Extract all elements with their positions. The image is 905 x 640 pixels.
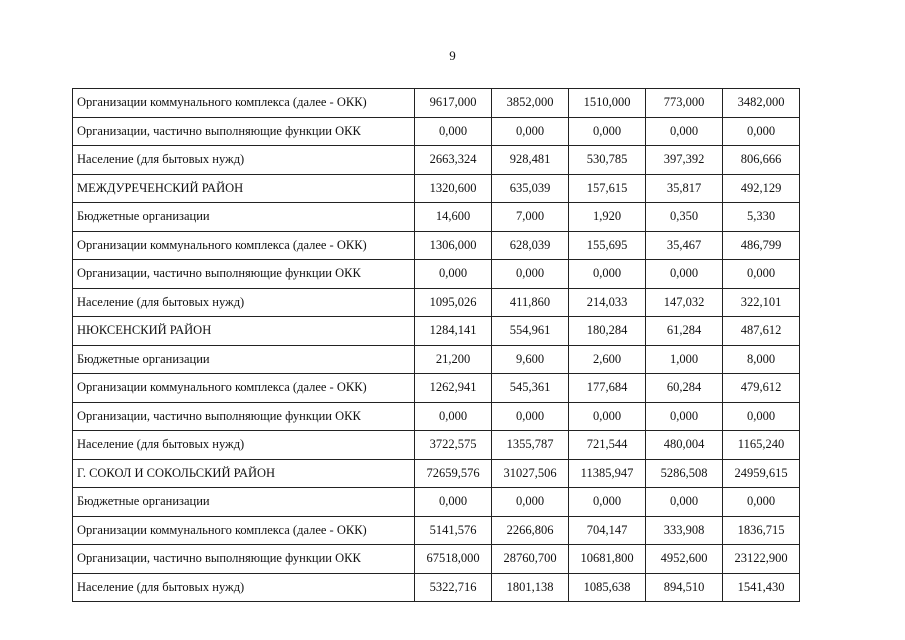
value-cell: 0,000 xyxy=(723,260,800,289)
value-cell: 1,000 xyxy=(646,345,723,374)
value-cell: 5,330 xyxy=(723,203,800,232)
table-row xyxy=(73,402,800,431)
value-cell: 24959,615 xyxy=(723,459,800,488)
value-cell: 3722,575 xyxy=(415,431,492,460)
value-cell: 773,000 xyxy=(646,89,723,118)
value-cell: 1541,430 xyxy=(723,573,800,602)
table-row xyxy=(73,317,800,346)
table-row xyxy=(73,203,800,232)
value-cell: 1306,000 xyxy=(415,231,492,260)
value-cell: 10681,800 xyxy=(569,545,646,574)
value-cell: 2,600 xyxy=(569,345,646,374)
value-cell: 11385,947 xyxy=(569,459,646,488)
table-row xyxy=(73,288,800,317)
table-row xyxy=(73,459,800,488)
value-cell: 1095,026 xyxy=(415,288,492,317)
value-cell: 0,000 xyxy=(646,488,723,517)
row-label: Организации коммунального комплекса (далее - ОКК) xyxy=(73,374,415,403)
value-cell: 14,600 xyxy=(415,203,492,232)
row-label: Организации коммунального комплекса (далее - ОКК) xyxy=(73,516,415,545)
value-cell: 1355,787 xyxy=(492,431,569,460)
value-cell: 1284,141 xyxy=(415,317,492,346)
value-cell: 214,033 xyxy=(569,288,646,317)
value-cell: 9617,000 xyxy=(415,89,492,118)
value-cell: 1510,000 xyxy=(569,89,646,118)
value-cell: 67518,000 xyxy=(415,545,492,574)
row-label: НЮКСЕНСКИЙ РАЙОН xyxy=(73,317,415,346)
table-row xyxy=(73,431,800,460)
value-cell: 721,544 xyxy=(569,431,646,460)
value-cell: 0,000 xyxy=(569,117,646,146)
value-cell: 23122,900 xyxy=(723,545,800,574)
value-cell: 480,004 xyxy=(646,431,723,460)
value-cell: 0,000 xyxy=(723,117,800,146)
table-row xyxy=(73,231,800,260)
value-cell: 0,000 xyxy=(492,488,569,517)
value-cell: 1801,138 xyxy=(492,573,569,602)
value-cell: 806,666 xyxy=(723,146,800,175)
table-row xyxy=(73,260,800,289)
value-cell: 4952,600 xyxy=(646,545,723,574)
value-cell: 628,039 xyxy=(492,231,569,260)
value-cell: 177,684 xyxy=(569,374,646,403)
value-cell: 180,284 xyxy=(569,317,646,346)
value-cell: 894,510 xyxy=(646,573,723,602)
value-cell: 0,000 xyxy=(723,402,800,431)
value-cell: 0,000 xyxy=(492,260,569,289)
value-cell: 704,147 xyxy=(569,516,646,545)
value-cell: 0,350 xyxy=(646,203,723,232)
value-cell: 0,000 xyxy=(646,117,723,146)
value-cell: 31027,506 xyxy=(492,459,569,488)
value-cell: 157,615 xyxy=(569,174,646,203)
value-cell: 60,284 xyxy=(646,374,723,403)
value-cell: 1836,715 xyxy=(723,516,800,545)
value-cell: 333,908 xyxy=(646,516,723,545)
value-cell: 0,000 xyxy=(415,117,492,146)
value-cell: 3852,000 xyxy=(492,89,569,118)
value-cell: 0,000 xyxy=(646,260,723,289)
value-cell: 21,200 xyxy=(415,345,492,374)
value-cell: 554,961 xyxy=(492,317,569,346)
value-cell: 492,129 xyxy=(723,174,800,203)
value-cell: 2663,324 xyxy=(415,146,492,175)
value-cell: 28760,700 xyxy=(492,545,569,574)
table-row xyxy=(73,516,800,545)
value-cell: 5141,576 xyxy=(415,516,492,545)
table-row xyxy=(73,117,800,146)
value-cell: 2266,806 xyxy=(492,516,569,545)
value-cell: 1,920 xyxy=(569,203,646,232)
page-number: 9 xyxy=(449,48,456,63)
value-cell: 1165,240 xyxy=(723,431,800,460)
value-cell: 3482,000 xyxy=(723,89,800,118)
row-label: Бюджетные организации xyxy=(73,203,415,232)
value-cell: 635,039 xyxy=(492,174,569,203)
value-cell: 487,612 xyxy=(723,317,800,346)
value-cell: 0,000 xyxy=(415,488,492,517)
value-cell: 486,799 xyxy=(723,231,800,260)
value-cell: 7,000 xyxy=(492,203,569,232)
table-row xyxy=(73,174,800,203)
row-label: Г. СОКОЛ И СОКОЛЬСКИЙ РАЙОН xyxy=(73,459,415,488)
table-body xyxy=(73,89,800,602)
row-label: МЕЖДУРЕЧЕНСКИЙ РАЙОН xyxy=(73,174,415,203)
value-cell: 5322,716 xyxy=(415,573,492,602)
value-cell: 72659,576 xyxy=(415,459,492,488)
value-cell: 0,000 xyxy=(415,402,492,431)
table-row xyxy=(73,488,800,517)
row-label: Организации, частично выполняющие функции ОКК xyxy=(73,402,415,431)
value-cell: 9,600 xyxy=(492,345,569,374)
row-label: Организации коммунального комплекса (далее - ОКК) xyxy=(73,89,415,118)
table-row xyxy=(73,545,800,574)
row-label: Бюджетные организации xyxy=(73,345,415,374)
value-cell: 0,000 xyxy=(569,260,646,289)
row-label: Организации, частично выполняющие функции ОКК xyxy=(73,260,415,289)
value-cell: 479,612 xyxy=(723,374,800,403)
value-cell: 147,032 xyxy=(646,288,723,317)
value-cell: 322,101 xyxy=(723,288,800,317)
value-cell: 35,467 xyxy=(646,231,723,260)
value-cell: 411,860 xyxy=(492,288,569,317)
value-cell: 0,000 xyxy=(492,117,569,146)
value-cell: 0,000 xyxy=(646,402,723,431)
value-cell: 0,000 xyxy=(723,488,800,517)
value-cell: 8,000 xyxy=(723,345,800,374)
value-cell: 1085,638 xyxy=(569,573,646,602)
row-label: Население (для бытовых нужд) xyxy=(73,431,415,460)
value-cell: 1320,600 xyxy=(415,174,492,203)
value-cell: 61,284 xyxy=(646,317,723,346)
value-cell: 530,785 xyxy=(569,146,646,175)
value-cell: 397,392 xyxy=(646,146,723,175)
row-label: Бюджетные организации xyxy=(73,488,415,517)
table-row xyxy=(73,146,800,175)
value-cell: 1262,941 xyxy=(415,374,492,403)
row-label: Население (для бытовых нужд) xyxy=(73,573,415,602)
row-label: Население (для бытовых нужд) xyxy=(73,146,415,175)
row-label: Организации, частично выполняющие функции ОКК xyxy=(73,545,415,574)
table-row xyxy=(73,89,800,118)
value-cell: 545,361 xyxy=(492,374,569,403)
table-row xyxy=(73,345,800,374)
data-table xyxy=(72,88,800,602)
value-cell: 0,000 xyxy=(492,402,569,431)
value-cell: 928,481 xyxy=(492,146,569,175)
row-label: Организации коммунального комплекса (далее - ОКК) xyxy=(73,231,415,260)
value-cell: 0,000 xyxy=(569,402,646,431)
value-cell: 5286,508 xyxy=(646,459,723,488)
value-cell: 0,000 xyxy=(415,260,492,289)
value-cell: 35,817 xyxy=(646,174,723,203)
table-row xyxy=(73,374,800,403)
value-cell: 0,000 xyxy=(569,488,646,517)
value-cell: 155,695 xyxy=(569,231,646,260)
row-label: Организации, частично выполняющие функции ОКК xyxy=(73,117,415,146)
row-label: Население (для бытовых нужд) xyxy=(73,288,415,317)
table-row xyxy=(73,573,800,602)
